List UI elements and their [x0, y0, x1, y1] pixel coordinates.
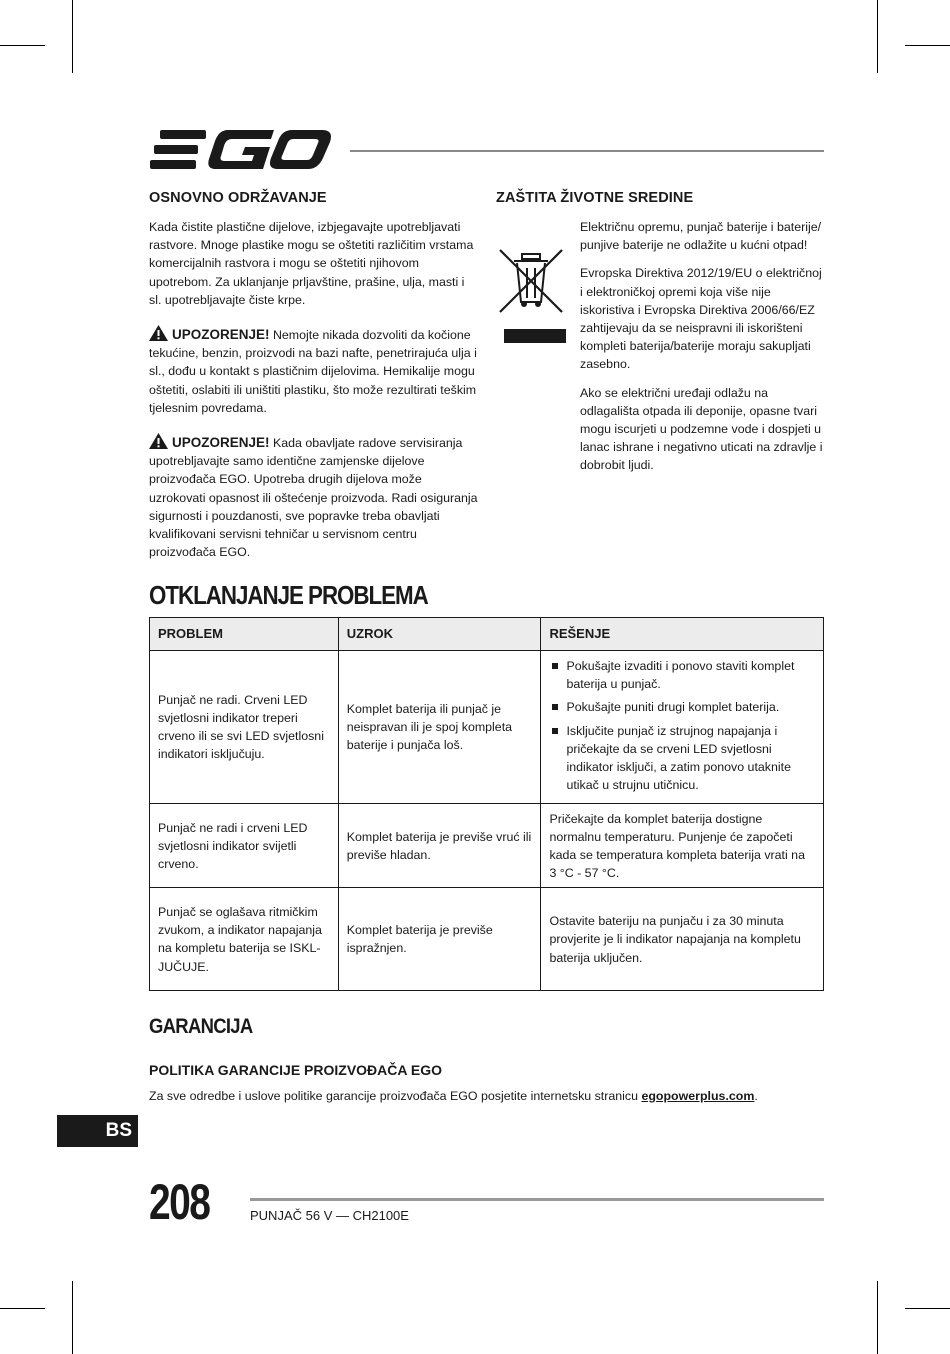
warning-icon: [149, 325, 168, 341]
solution-item: Isključite punjač iz strujnog napajanja i pričekajte da se crveni LED svjetlosni indikator isključi, a zatim ponovo utaknite utikač u strujnu utičnicu.: [549, 722, 815, 795]
environment-section: [496, 190, 826, 485]
problem-cell: Punjač ne radi. Crveni LED svjetlosni indikator treperi crveno ili se svi LED svjetlosni indikatori isključuju.: [150, 651, 339, 804]
warning-paragraph: [149, 325, 479, 417]
weee-bar: [504, 329, 566, 343]
solution-cell: [541, 651, 824, 804]
warning-text: Nemojte nikada dozvoliti da kočione tekućine, benzin, proizvodi na bazi nafte, penetrirajuća ulja i sl., dođu u kontakt s plastičnim dijelovima. Hemikalije mogu oštetiti, oslabiti ili uništiti plastiku, što može rezultirati teškim tjelesnim povredama.: [149, 328, 477, 415]
warning-icon: [149, 433, 168, 449]
policy-text-end: .: [754, 1089, 758, 1103]
warranty-policy-title: POLITIKA GARANCIJE PROIZVOĐAČA EGO: [149, 1062, 442, 1078]
environment-paragraph: Evropska Direktiva 2012/19/EU o električnoj i elektroničkoj opremi koja više nije iskoristiva i Evropska Direktiva 2006/66/EZ zahtijevaju da se neispravni ili iskorišteni kompleti baterija/baterije moraju sakupljati zasebno.: [580, 266, 822, 372]
solution-item: Pokušajte puniti drugi komplet baterija.: [549, 698, 815, 716]
solution-item: Pokušajte izvaditi i ponovo staviti komplet baterija u punjač.: [549, 657, 815, 693]
column-header: REŠENJE: [541, 618, 824, 651]
problem-cell: Punjač se oglašava ritmičkim zvukom, a indikator napajanja na kompletu baterija se ISKL-JUČUJE.: [150, 888, 339, 991]
language-tab: BS: [57, 1115, 138, 1147]
crop-mark: [72, 0, 73, 73]
maintenance-section: [149, 190, 479, 561]
crossed-bin-icon: [496, 246, 566, 316]
column-header: PROBLEM: [150, 618, 339, 651]
crop-mark: [0, 1308, 45, 1309]
product-name: PUNJAČ 56 V — CH2100E: [250, 1208, 409, 1223]
environment-title: ZAŠTITA ŽIVOTNE SREDINE: [496, 190, 694, 206]
warning-text: Kada obavljate radove servisiranja upotrebljavajte samo identične zamjenske dijelove proizvođača EGO. Upotreba drugih dijelova može uzrokovati opasnost ili oštećenje proizvoda. Radi osiguranja sigurnosti i pouzdanosti, sve popravke treba obavljati kvalifikovani servisni tehničar u servisnom centru proizvođača EGO.: [149, 436, 478, 560]
table-row: [150, 804, 824, 888]
cause-cell: Komplet baterija je previše ispražnjen.: [338, 888, 541, 991]
crop-mark: [877, 0, 878, 73]
solution-cell: Ostavite bateriju na punjaču i za 30 minuta provjerite je li indikator napajanja na kompletu baterija uključen.: [541, 888, 824, 991]
troubleshooting-table: [149, 617, 824, 991]
maintenance-intro: Kada čistite plastične dijelove, izbjegavajte upotrebljavati rastvore. Mnoge plastike mogu se oštetiti različitim vrstama komercijalnih rastvora i mogu se oštetiti njihovom upotrebom. Za uklanjanje prljavštine, prašine, ulja, masti i sl. upotrebljavajte čiste krpe.: [149, 220, 474, 307]
maintenance-title: OSNOVNO ODRŽAVANJE: [149, 190, 327, 206]
crop-mark: [905, 1308, 950, 1309]
warning-label: UPOZORENJE!: [172, 327, 270, 343]
column-header: UZROK: [338, 618, 541, 651]
environment-paragraph: Električnu opremu, punjač baterije i baterije/ punjive baterije ne odlažite u kućni otpad!: [580, 220, 822, 253]
table-row: [150, 888, 824, 991]
solution-cell: Pričekajte da komplet baterija dostigne normalnu temperaturu. Punjenje će započeti kada se temperatura kompleta baterija vrati na 3 °C - 57 °C.: [541, 804, 824, 888]
warning-label: UPOZORENJE!: [172, 435, 270, 451]
website-link[interactable]: egopowerplus.com: [641, 1089, 755, 1103]
cause-cell: Komplet baterija ili punjač je neispravan ili je spoj kompleta baterije i punjača loš.: [338, 651, 541, 804]
ego-logo: [150, 130, 332, 170]
crop-mark: [877, 1281, 878, 1354]
warning-paragraph: [149, 433, 479, 561]
footer-rule: [250, 1198, 824, 1201]
environment-paragraph: Ako se električni uređaji odlažu na odlagališta otpada ili deponije, opasne tvari mogu iscurjeti u podzemne vode i dospjeti u lanac ishrane i negativno uticati na zdravlje i dobrobit ljudi.: [580, 385, 823, 473]
weee-bin-icon: [496, 246, 566, 485]
page-number: 208: [149, 1174, 210, 1230]
cause-cell: Komplet baterija je previše vruć ili previše hladan.: [338, 804, 541, 888]
warranty-title: GARANCIJA: [149, 1015, 253, 1038]
policy-text: Za sve odredbe i uslove politike garancije proizvođača EGO posjetite internetsku stranicu: [149, 1089, 642, 1103]
table-header-row: [150, 618, 824, 651]
header-rule: [350, 150, 824, 152]
crop-mark: [905, 45, 950, 46]
table-row: [150, 651, 824, 804]
crop-mark: [0, 45, 45, 46]
troubleshooting-title: OTKLANJANJE PROBLEMA: [149, 580, 428, 610]
problem-cell: Punjač ne radi i crveni LED svjetlosni indikator svijetli crveno.: [150, 804, 339, 888]
warranty-policy-text: [149, 1087, 829, 1105]
crop-mark: [72, 1281, 73, 1354]
